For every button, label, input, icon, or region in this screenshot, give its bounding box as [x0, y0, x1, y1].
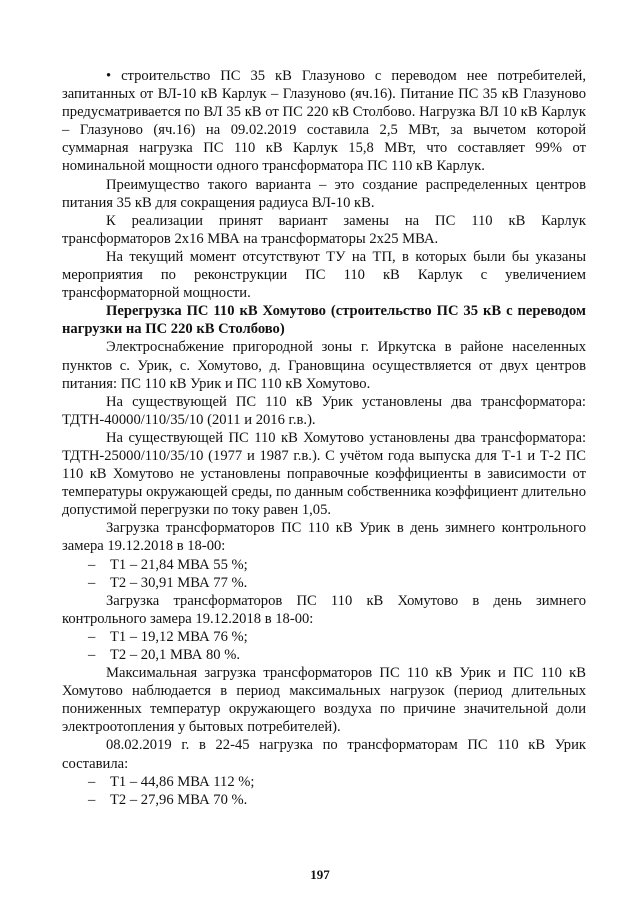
paragraph-no-technical-conditions: На текущий момент отсутствуют ТУ на ТП, в которых были бы указаны мероприятия по реконструкции ПС 110 кВ Карлук с увеличением трансформаторной мощности.: [62, 248, 586, 302]
list-item-khomutovo-t1: [62, 628, 586, 646]
paragraph-glazunovo-construction: • строительство ПС 35 кВ Глазуново с переводом нее потребителей, запитанных от ВЛ-10 кВ Карлук – Глазуново (яч.16). Питание ПС 35 кВ Глазуново предусматривается по ВЛ 35 кВ от ПС 220 кВ Столбово. Нагрузка ВЛ 10 кВ Карлук – Глазуново (яч.16) на 09.02.2019 составила 2,5 МВт, за вычетом которой суммарная нагрузка ПС 110 кВ Карлук 15,8 МВт, что составляет 99% от номинальной мощности одного трансформатора ПС 110 кВ Карлук.: [62, 68, 586, 175]
paragraph-accepted-variant: К реализации принят вариант замены на ПС 110 кВ Карлук трансформаторов 2х16 МВА на трансформаторы 2х25 МВА.: [62, 212, 586, 247]
dash-marker: –: [88, 647, 96, 663]
list-item-urik-t2: [62, 574, 586, 592]
paragraph-power-supply-description: Электроснабжение пригородной зоны г. Иркутска в районе населенных пунктов с. Урик, с. Хомутово, д. Грановщина осуществляется от двух центров питания: ПС 110 кВ Урик и ПС 110 кВ Хомутово.: [62, 339, 586, 392]
paragraph-urik-load-feb: 08.02.2019 г. в 22-45 нагрузка по трансформаторам ПС 110 кВ Урик составила:: [62, 737, 586, 772]
paragraph-khomutovo-load-intro: Загрузка трансформаторов ПС 110 кВ Хомутово в день зимнего контрольного замера 19.12.2018 в 18-00:: [62, 592, 586, 627]
dash-marker: –: [88, 628, 96, 645]
dash-marker: –: [88, 574, 96, 591]
paragraph-max-load: Максимальная загрузка трансформаторов ПС 110 кВ Урик и ПС 110 кВ Хомутово наблюдается в период максимальных нагрузок (период длительных пониженных температур окружающего воздуха по причине значительной доли электроотопления у бытовых потребителей).: [62, 665, 586, 736]
dash-marker: –: [88, 791, 96, 808]
section-heading-khomutovo-overload: Перегрузка ПС 110 кВ Хомутово (строительство ПС 35 кВ с переводом нагрузки на ПС 220 кВ Столбово): [62, 303, 586, 338]
list-item-urik-feb-t1: [62, 773, 586, 791]
paragraph-khomutovo-transformers: На существующей ПС 110 кВ Хомутово установлены два трансформатора: ТДТН-25000/110/35/10 (1977 и 1987 г.в.). С учётом года выпуска для Т-1 и Т-2 ПС 110 кВ Хомутово не установлены поправочные коэффициенты в зависимости от температуры окружающей среды, по данным собственника коэффициент длительно допустимой перегрузки по току равен 1,05.: [62, 429, 586, 519]
list-item-text: Т2 – 27,96 МВА 70 %.: [110, 791, 248, 808]
paragraph-urik-transformers: На существующей ПС 110 кВ Урик установлены два трансформатора: ТДТН-40000/110/35/10 (2011 и 2016 г.в.).: [62, 393, 586, 428]
paragraph-variant-advantage: Преимущество такого варианта – это создание распределенных центров питания 35 кВ для сокращения радиуса ВЛ-10 кВ.: [62, 176, 586, 211]
list-item-urik-feb-t2: [62, 791, 586, 809]
dash-marker: –: [88, 773, 96, 790]
page-content: [62, 67, 586, 809]
list-item-khomutovo-t2: [62, 646, 586, 664]
list-item-text: Т2 – 20,1 МВА 80 %.: [110, 647, 241, 663]
list-item-text: Т1 – 21,84 МВА 55 %;: [110, 556, 248, 573]
list-item-text: Т2 – 30,91 МВА 77 %.: [110, 574, 248, 591]
page-number: 197: [310, 867, 330, 882]
paragraph-urik-load-intro: Загрузка трансформаторов ПС 110 кВ Урик в день зимнего контрольного замера 19.12.2018 в 18-00:: [62, 520, 586, 555]
list-item-text: Т1 – 19,12 МВА 76 %;: [110, 628, 248, 645]
list-item-urik-t1: [62, 556, 586, 574]
list-item-text: Т1 – 44,86 МВА 112 %;: [110, 773, 255, 790]
dash-marker: –: [88, 556, 96, 573]
